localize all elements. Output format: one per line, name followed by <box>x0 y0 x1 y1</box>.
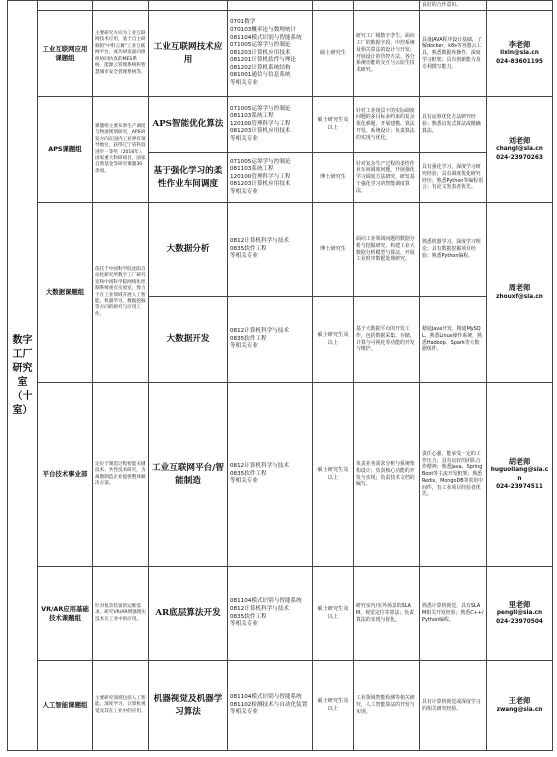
major-item: 081202计算机系统结构 <box>230 64 291 71</box>
major-item: 081104模式识别与智能系统 <box>230 694 302 701</box>
education-cell: 硕士研究生 <box>313 11 354 97</box>
duties-cell: 基于大数据平台的开发工作，包括数据采集、存储、计算与可视化等功能的开发与维护。 <box>354 297 420 383</box>
requirements-cell: 具备JAVA程序设计基础，了解docker、k8s等容器云工具，熟悉数据库操作，深度学习框架；具有创新能力及专利撰写能力。 <box>420 11 487 97</box>
duties-cell <box>354 1 420 11</box>
duties-cell: 针对工业场景下的实际调度问题的多目标多约束的复杂优化难题，开展建模、算法开发、系统设计；负责算法的实现与优化。 <box>354 97 420 153</box>
education-cell <box>313 1 354 11</box>
major-item: 071005运筹学与控制论 <box>230 105 291 112</box>
direction-cell: 机器视觉及机器学习算法 <box>149 661 228 751</box>
intro-cell: 定位于制造过程智能关键技术、共性技术研究，为离散制造企业提供整体解决方案。 <box>93 383 149 567</box>
contact-cell <box>487 567 553 661</box>
contact-cell <box>487 1 553 11</box>
team-cell: 人工智能课题组 <box>38 661 93 751</box>
major-item: 081201计算机软件与理论 <box>230 57 297 64</box>
requirements-cell: 良好的合作意识。 <box>420 1 487 11</box>
major-item: 等相关专业 <box>230 135 258 142</box>
requirements-cell: 精通Java开发，精通MySQL，熟悉Linux操作系统，熟悉Hadoop、Spark等大数据组件。 <box>420 297 487 383</box>
intro-cell: 主要研究方向为工业互联网技术应用，基于自主研制的"中科云翼"工业互联网平台，成功研发面向组织协同仿真的MES系统、能源云管理系统和智慧城市安全管理系统等。 <box>93 11 149 97</box>
majors-cell <box>228 661 313 751</box>
contact-email[interactable]: zhouxf@sia.cn <box>496 293 543 300</box>
direction-cell: AR底层算法开发 <box>149 567 228 661</box>
majors-cell <box>228 153 313 203</box>
team-cell <box>38 1 93 11</box>
majors-cell <box>228 203 313 297</box>
table-row <box>8 567 553 661</box>
direction-cell <box>149 1 228 11</box>
contact-phone: 024-23970504 <box>496 618 543 625</box>
recruitment-table <box>7 0 553 751</box>
major-item: 0835软件工程 <box>230 470 267 477</box>
contact-email[interactable]: changl@sia.cn <box>496 146 543 153</box>
major-item: 081203计算机应用技术 <box>230 181 291 188</box>
major-item: 等相关专业 <box>230 343 258 350</box>
requirements-cell: 熟悉计算机视觉，具有SLAM相关开发经验；熟悉C++/Python编程。 <box>420 567 487 661</box>
contact-name: 里老师 <box>508 599 531 609</box>
majors-cell <box>228 383 313 567</box>
table-row <box>8 97 553 153</box>
direction-cell: 大数据开发 <box>149 297 228 383</box>
major-item: 081203计算机应用技术 <box>230 49 291 56</box>
contact-name: 李老师 <box>508 39 531 49</box>
contact-email[interactable]: zwang@sia.cn <box>496 706 543 713</box>
major-item: 081104模式识别与智能系统 <box>230 598 302 605</box>
department-cell: 数字工厂研究室（十室） <box>8 1 38 751</box>
majors-cell <box>228 567 313 661</box>
direction-cell: 基于强化学习的柔性作业车间调度 <box>149 153 228 203</box>
major-item: 070103概率论与数理统计 <box>230 26 297 33</box>
intro-cell <box>93 1 149 11</box>
team-cell: APS课题组 <box>38 97 93 203</box>
major-item: 081103系统工程 <box>230 166 274 173</box>
major-item: 0812计算机科学与技术 <box>230 328 289 335</box>
education-cell: 博士研究生 <box>313 203 354 297</box>
majors-cell <box>228 11 313 97</box>
contact-cell <box>487 97 553 203</box>
duties-cell: 研究室内/室外场景的SLAM、视觉定位等算法；负责算法的实现与优化。 <box>354 567 420 661</box>
intro-cell: 主要研究领域包括人工智能、深度学习、计算机视觉及其在工业中的应用。 <box>93 661 149 751</box>
intro-cell: 依托于中国科学院沈阳自动化研究所数字工厂研究室和中国科学院网络化控制系统重点实验室，致力于在工业领域开展人工智能、机器学习、数据挖掘等方向的研究与应用工作。 <box>93 203 149 383</box>
duties-cell: 负责业务需求分析与系统架构设计；负责核心功能的开发与实现；负责技术文档的编写。 <box>354 383 420 567</box>
contact-email[interactable]: pengli@sia.cn <box>496 610 543 617</box>
contact-name: 王老师 <box>508 696 531 705</box>
major-item: 等相关专业 <box>230 80 258 87</box>
major-item: 071005运筹学与控制论 <box>230 42 291 49</box>
major-item: 0835软件工程 <box>230 245 267 252</box>
intro-cell: 课题组主要从事生产调度与物流规划研究，APS研发方向在国内工业界有领导地位，获得辽宁省科技进步一等奖（2016年），国家重大科研项目、国家自然基金等研究课题30余项。 <box>93 97 149 203</box>
major-item: 等相关专业 <box>230 621 258 628</box>
major-item: 120100管理科学与工程 <box>230 120 291 127</box>
major-item: 0812计算机科学与技术 <box>230 238 289 245</box>
duties-cell: 针对复杂生产过程的柔性作业车间调度问题，开展强化学习调度方法研究，研发基于强化学习的智能调度算法。 <box>354 153 420 203</box>
contact-name: 周老师 <box>508 283 531 292</box>
major-item: 081203计算机应用技术 <box>230 128 291 135</box>
education-cell: 硕士研究生及以上 <box>313 567 354 661</box>
contact-name: 胡老师 <box>508 456 531 466</box>
direction-cell: APS智能优化算法 <box>149 97 228 153</box>
majors-cell <box>228 97 313 153</box>
major-item: 等相关专业 <box>230 478 258 485</box>
majors-cell <box>228 1 313 11</box>
direction-cell: 工业互联网技术应用 <box>149 11 228 97</box>
table-row <box>8 11 553 97</box>
contact-cell <box>487 11 553 97</box>
duties-cell: 工业领域智能检测等相关研究，人工智能算法的开发与实现。 <box>354 661 420 751</box>
major-item: 等相关专业 <box>230 709 258 716</box>
contact-phone: 024-23970263 <box>496 154 543 161</box>
table-row <box>8 1 553 11</box>
major-item: 等相关专业 <box>230 188 258 195</box>
team-cell: VR/AR应用基础技术课题组 <box>38 567 93 661</box>
education-cell: 硕士研究生及以上 <box>313 383 354 567</box>
major-item: 081104模式识别与智能系统 <box>230 34 302 41</box>
team-cell: 大数据课题组 <box>38 203 93 383</box>
contact-cell <box>487 661 553 751</box>
contact-cell <box>487 203 553 383</box>
requirements-cell: 具有计算机视觉或深度学习的相关研究经验。 <box>420 661 487 751</box>
direction-cell: 大数据分析 <box>149 203 228 297</box>
major-item: 0701数学 <box>230 19 256 26</box>
contact-phone: 024-83601195 <box>496 58 543 65</box>
table-row <box>8 203 553 297</box>
team-cell: 平台技术事业部 <box>38 383 93 567</box>
duties-cell: 面向工业领域问题的数据分析与挖掘研究，构建工业大数据分析模型与算法，开展工业时序数据处理研究。 <box>354 203 420 297</box>
team-cell: 工业互联网应用课题组 <box>38 11 93 97</box>
major-item: 071005运筹学与控制论 <box>230 158 291 165</box>
majors-cell <box>228 297 313 383</box>
direction-cell: 工业互联网平台/智能制造 <box>149 383 228 567</box>
requirements-cell: 具有运筹优化方法研究经验；熟悉启发式算法或精确算法。 <box>420 97 487 153</box>
education-cell: 硕士研究生及以上 <box>313 661 354 751</box>
major-item: 081103系统工程 <box>230 113 274 120</box>
education-cell: 硕士研究生及以上 <box>313 297 354 383</box>
major-item: 0835软件工程 <box>230 335 267 342</box>
major-item: 120100管理科学与工程 <box>230 173 291 180</box>
major-item: 081102检测技术与自动化装置 <box>230 701 308 708</box>
requirements-cell: 责任心强，能承受一定的工作压力；具有良好的团队合作精神；熟悉Java、Spring Boot等主流开发框架；熟悉Redis、MongoDB等常用中间件，有工业项目经验者优先。 <box>420 383 487 567</box>
major-item: 0812计算机科学与技术 <box>230 463 289 470</box>
requirements-cell: 具有强化学习、深度学习研究经验；具有调度优化研究经历；熟悉Python等编程语言；有论文发表者优先。 <box>420 153 487 203</box>
contact-phone: 024-23974511 <box>496 484 543 490</box>
major-item: 0835软件工程 <box>230 613 267 620</box>
major-item: 等相关专业 <box>230 253 258 260</box>
major-item: 0812计算机科学与技术 <box>230 605 289 612</box>
education-cell: 硕士研究生及以上 <box>313 97 354 153</box>
table-row <box>8 383 553 567</box>
contact-email[interactable]: huguoliang@sia.cn <box>490 467 549 482</box>
contact-name: 刘老师 <box>508 135 531 145</box>
table-row <box>8 661 553 751</box>
education-cell: 博士研究生 <box>313 153 354 203</box>
duties-cell: 研究工厂级数字孪生、面向工厂的数据字段、中控系统及相关算法的设计与开发；开展设计的管控方法、各分系统功能的交互与云原生技术研究。 <box>354 11 420 97</box>
contact-cell <box>487 383 553 567</box>
requirements-cell: 熟悉机器学习、深度学习理论；具有数据挖掘项目经验；熟悉Python编程。 <box>420 203 487 297</box>
contact-email[interactable]: lixin@sia.cn <box>500 50 539 57</box>
major-item: 081001通信与信息系统 <box>230 72 291 79</box>
intro-cell: 针对复杂装备的运维需求，研究VR/AR增强现实技术在工业中的应用。 <box>93 567 149 661</box>
